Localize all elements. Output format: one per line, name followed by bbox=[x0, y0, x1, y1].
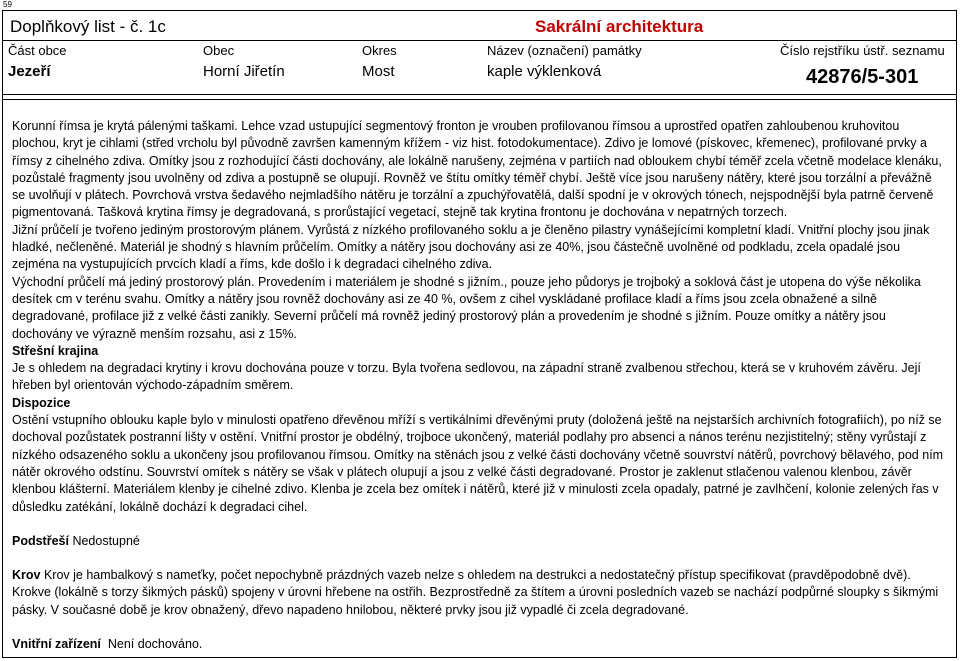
label-cast-obce: Část obce bbox=[8, 43, 67, 58]
value-nazev: kaple výklenková bbox=[487, 63, 602, 80]
label-obec: Obec bbox=[203, 43, 235, 58]
truss-text: Krov je hambalkový s nameťky, počet nepochybně prázdných vazeb nelze s ohledem na destrukci a nedostatečný přístup specifikovat (pravděpodobně dvě). Krokve (lokálně s torzy šikmých pásků) spojeny v úrovni hřebene na ostřih. Bezprostředně za štítem a úrovni posledních vazeb se nachází podpůrné sloupky s šikmými pásky. V současné době je krov obnažený, dřevo napadeno hnilobou, některé prvky jsou již vypadlé či zcela degradované. bbox=[12, 568, 939, 617]
paragraph-south: Jižní průčelí je tvořeno jediným prostorovým plánem. Vyrůstá z nízkého profilovaného soklu a je členěno pilastry vynášejícími kompletní kladí. Vnitřní plochy jsou jinak hladké, nečleněné. Materiál je shodný s hlavním průčelím. Omítky a nátěry jsou dochovány asi ze 40%, jsou částečně uvolněné od podkladu, zcela opadalé jsou zejména na vystupujících prvcích kladí a říms, kde došlo i k degradaci cihelného zdiva. bbox=[12, 222, 930, 272]
value-cislo: 42876/5-301 bbox=[806, 66, 919, 88]
header-divider bbox=[3, 40, 957, 41]
value-cast-obce: Jezeří bbox=[8, 63, 51, 80]
page-number: 59 bbox=[3, 0, 12, 9]
spacer bbox=[12, 550, 944, 567]
label-okres: Okres bbox=[362, 43, 397, 58]
label-cislo: Číslo rejstříku ústř. seznamu bbox=[780, 43, 945, 58]
attic-text: Nedostupné bbox=[72, 533, 140, 548]
spacer bbox=[12, 619, 944, 636]
row-interior bbox=[12, 636, 944, 653]
row-attic bbox=[12, 533, 944, 550]
row-truss bbox=[12, 567, 944, 619]
paragraph-east: Východní průčelí má jediný prostorový plán. Provedením i materiálem je shodné s jižním., pouze jeho půdorys je trojboký a soklová část je utopena do výše několika desítek cm v terénu svahu. Omítky a nátěry jsou rovněž dochovány asi ze 40 %, ovšem z cihel vyskládané profilace kladí a říms jsou zcela obnažené a silně degradované, profilace již z velké části zanikly. Severní průčelí má rovněž jediný prostorový plán a provedením je shodné s jižním. Pouze omítky a nátěry jsou dochovány ve výrazně menším rozsahu, asi z 15%. bbox=[12, 274, 921, 341]
value-okres: Most bbox=[362, 63, 395, 80]
paragraph-disposition: Ostění vstupního oblouku kaple bylo v minulosti opatřeno dřevěnou mříží s vertikálními dřevěnými pruty (doložená ještě na nejstarších archivních fotografiích), po níž se dochoval pozůstatek postranní lišty v ostění. Vnitřní prostor je obdélný, trojboce ukončený, materiál podlahy pro absenci a nános terénu nezjistitelný; stěny vyrůstají z nízkého odsazeného soklu a ukončeny jsou profilovanou římsou. Omítky na stěnách jsou z velké části dochovány včetně souvrství nátěrů, povrchový bělavého, pod ním nátěr okrového odstínu. Souvrství omítek s nátěry se však v plátech olupují a jsou z velké části degradované. Prostor je zaklenut stlačenou valenou klenbou, závěr klenbou klášterní. Materiálem klenby je cihelné zdivo. Klenba je zcela bez omítek i nátěrů, které již v minulosti zcela opadaly, patrné je zavlhčení, kolonie zelených řas v důsledku zatékání, lokálně dochází k degradaci cihel. bbox=[12, 413, 944, 514]
sheet-title: Doplňkový list - č. 1c bbox=[10, 17, 166, 36]
interior-text: Není dochováno. bbox=[107, 637, 203, 652]
paragraph-facade: Korunní římsa je krytá pálenými taškami. Lehce vzad ustupující segmentový fronton je vrouben profilovanou římsou a uprostřed opatřen zahloubenou kruhovitou plochou, kryt je cihlami (střed vrcholu byl původně završen kamenným křížem - viz hist. fotodokumentace). Zdivo je lomové (pískovec, křemenec), profilované prvky a římsy z cihelného zdiva. Omítky jsou z rozhodující části dochovány, ale lokálně narušeny, zejména v partiích nad obloukem chybí téměř zcela včetně modelace klenáku, pozůstalé fragmenty jsou uvolněny od zdiva a postupně se olupují. Rovněž ve štítu omítky téměř chybí. Ještě více jsou narušeny nátěry, které jsou torzální a převážně se uvolňují v plátech. Povrchová vrstva šedavého nejmladšího nátěru je torzální a zpuchýřovatělá, další spodní je v okrových tónech, nejspodnější byla patrně červeně pigmentovaná. Tašková krytina římsy je degradovaná, s prorůstající vegetací, stejně tak krytina frontonu je dochována v nepatrných torzech. bbox=[12, 119, 942, 220]
description-body bbox=[12, 118, 944, 653]
heading-interior: Vnitřní zařízení bbox=[12, 637, 101, 652]
label-nazev: Název (označení) památky bbox=[487, 43, 642, 58]
category-title: Sakrální architektura bbox=[535, 17, 704, 36]
header-bottom-rule-2 bbox=[3, 99, 957, 100]
heading-disposition: Dispozice bbox=[12, 395, 71, 410]
heading-attic: Podstřeší bbox=[12, 533, 69, 548]
heading-truss: Krov bbox=[12, 568, 41, 583]
value-obec: Horní Jiřetín bbox=[203, 63, 285, 80]
header-bottom-rule bbox=[3, 94, 957, 95]
paragraph-roof: Je s ohledem na degradaci krytiny i krovu dochována pouze v torzu. Byla tvořena sedlovou, na západní straně zvalbenou střechou, která se v kruhovém závěru. Její hřeben byl orientován východo-západním směrem. bbox=[12, 361, 921, 393]
heading-roof: Střešní krajina bbox=[12, 343, 99, 358]
spacer bbox=[12, 516, 944, 533]
